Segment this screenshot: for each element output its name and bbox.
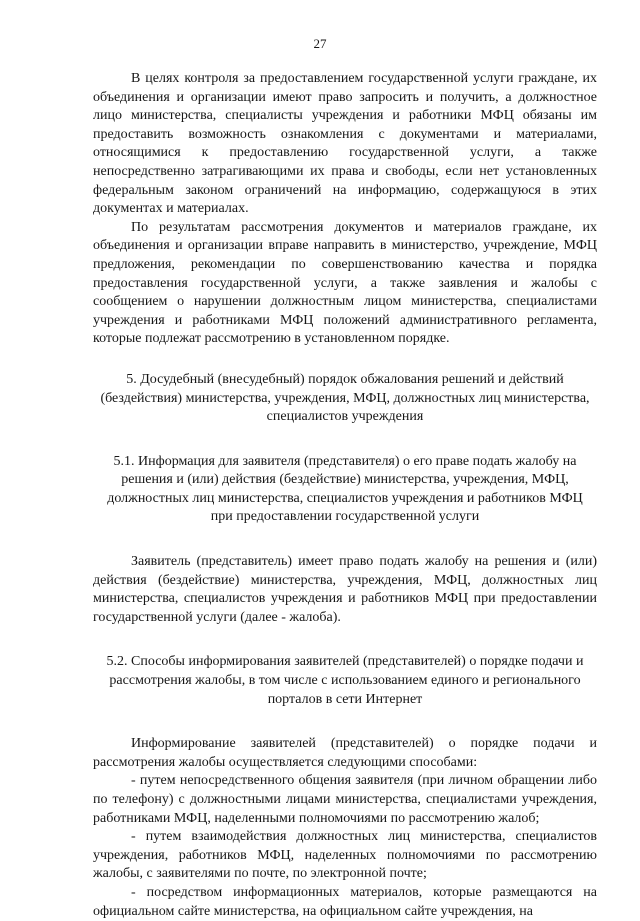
- list-item: - посредством информационных материалов, которые размещаются на официальном сайте министерства, на официальном сайте учреждения, на: [93, 884, 597, 919]
- section-5-1-heading: 5.1. Информация для заявителя (представителя) о его праве подать жалобу на решения и (или) действия (бездействие) министерства, учреждения, МФЦ, должностных лиц министерства, специалистов учреждения и работников МФЦ при предоставлении государственной услуги: [107, 453, 583, 525]
- section-5-heading: 5. Досудебный (внесудебный) порядок обжалования решений и действий (бездействия) министерства, учреждения, МФЦ, должностных лиц министерства, специалистов учреждения: [100, 371, 590, 425]
- page-number: 27: [313, 36, 327, 51]
- paragraph-control-rights: В целях контроля за предоставлением государственной услуги граждане, их объединения и организации имеют право запросить и получить, а должностное лицо министерства, специалисты учреждения и работники МФЦ обязаны им предоставить возможность ознакомления с документами и материалами, относящимися к предоставлению государственной услуги, а также непосредственно затрагивающими их права и свободы, если нет установленных федеральным законом ограничений на информацию, содержащуюся в этих документах и материалах.: [93, 71, 597, 217]
- section-5-2-heading: 5.2. Способы информирования заявителей (представителей) о порядке подачи и рассмотрения жалобы, в том числе с использованием единого и регионального порталов в сети Интернет: [106, 654, 584, 707]
- list-item: - путем взаимодействия должностных лиц министерства, специалистов учреждения, работников МФЦ, наделенных полномочиями по рассмотрению жалобы, с заявителями по почте, по электронной почте;: [93, 829, 597, 882]
- paragraph-review-results: По результатам рассмотрения документов и материалов граждане, их объединения и организации вправе направить в министерство, учреждение, МФЦ предложения, рекомендации по совершенствованию качества и порядка предоставления государственной услуги, а также заявления и жалобы с сообщением о нарушении должностным лицом министерства, специалистами учреждения и работниками МФЦ положений административного регламента, которые подлежат рассмотрению в установленном порядке.: [93, 219, 597, 347]
- list-item: - путем непосредственного общения заявителя (при личном обращении либо по телефону) с должностными лицами министерства, специалистами учреждения, работниками МФЦ, наделенными полномочиями по рассмотрению жалоб;: [93, 773, 597, 826]
- section-5-1-body: Заявитель (представитель) имеет право подать жалобу на решения и (или) действия (бездействие) министерства, учреждения, МФЦ, должностных лиц министерства, специалистов учреждения и работников МФЦ при предоставлении государственной услуги (далее - жалоба).: [93, 554, 597, 625]
- section-5-2-intro: Информирование заявителей (представителей) о порядке подачи и рассмотрения жалобы осуществляется следующими способами:: [93, 736, 597, 770]
- document-body: [93, 70, 597, 921]
